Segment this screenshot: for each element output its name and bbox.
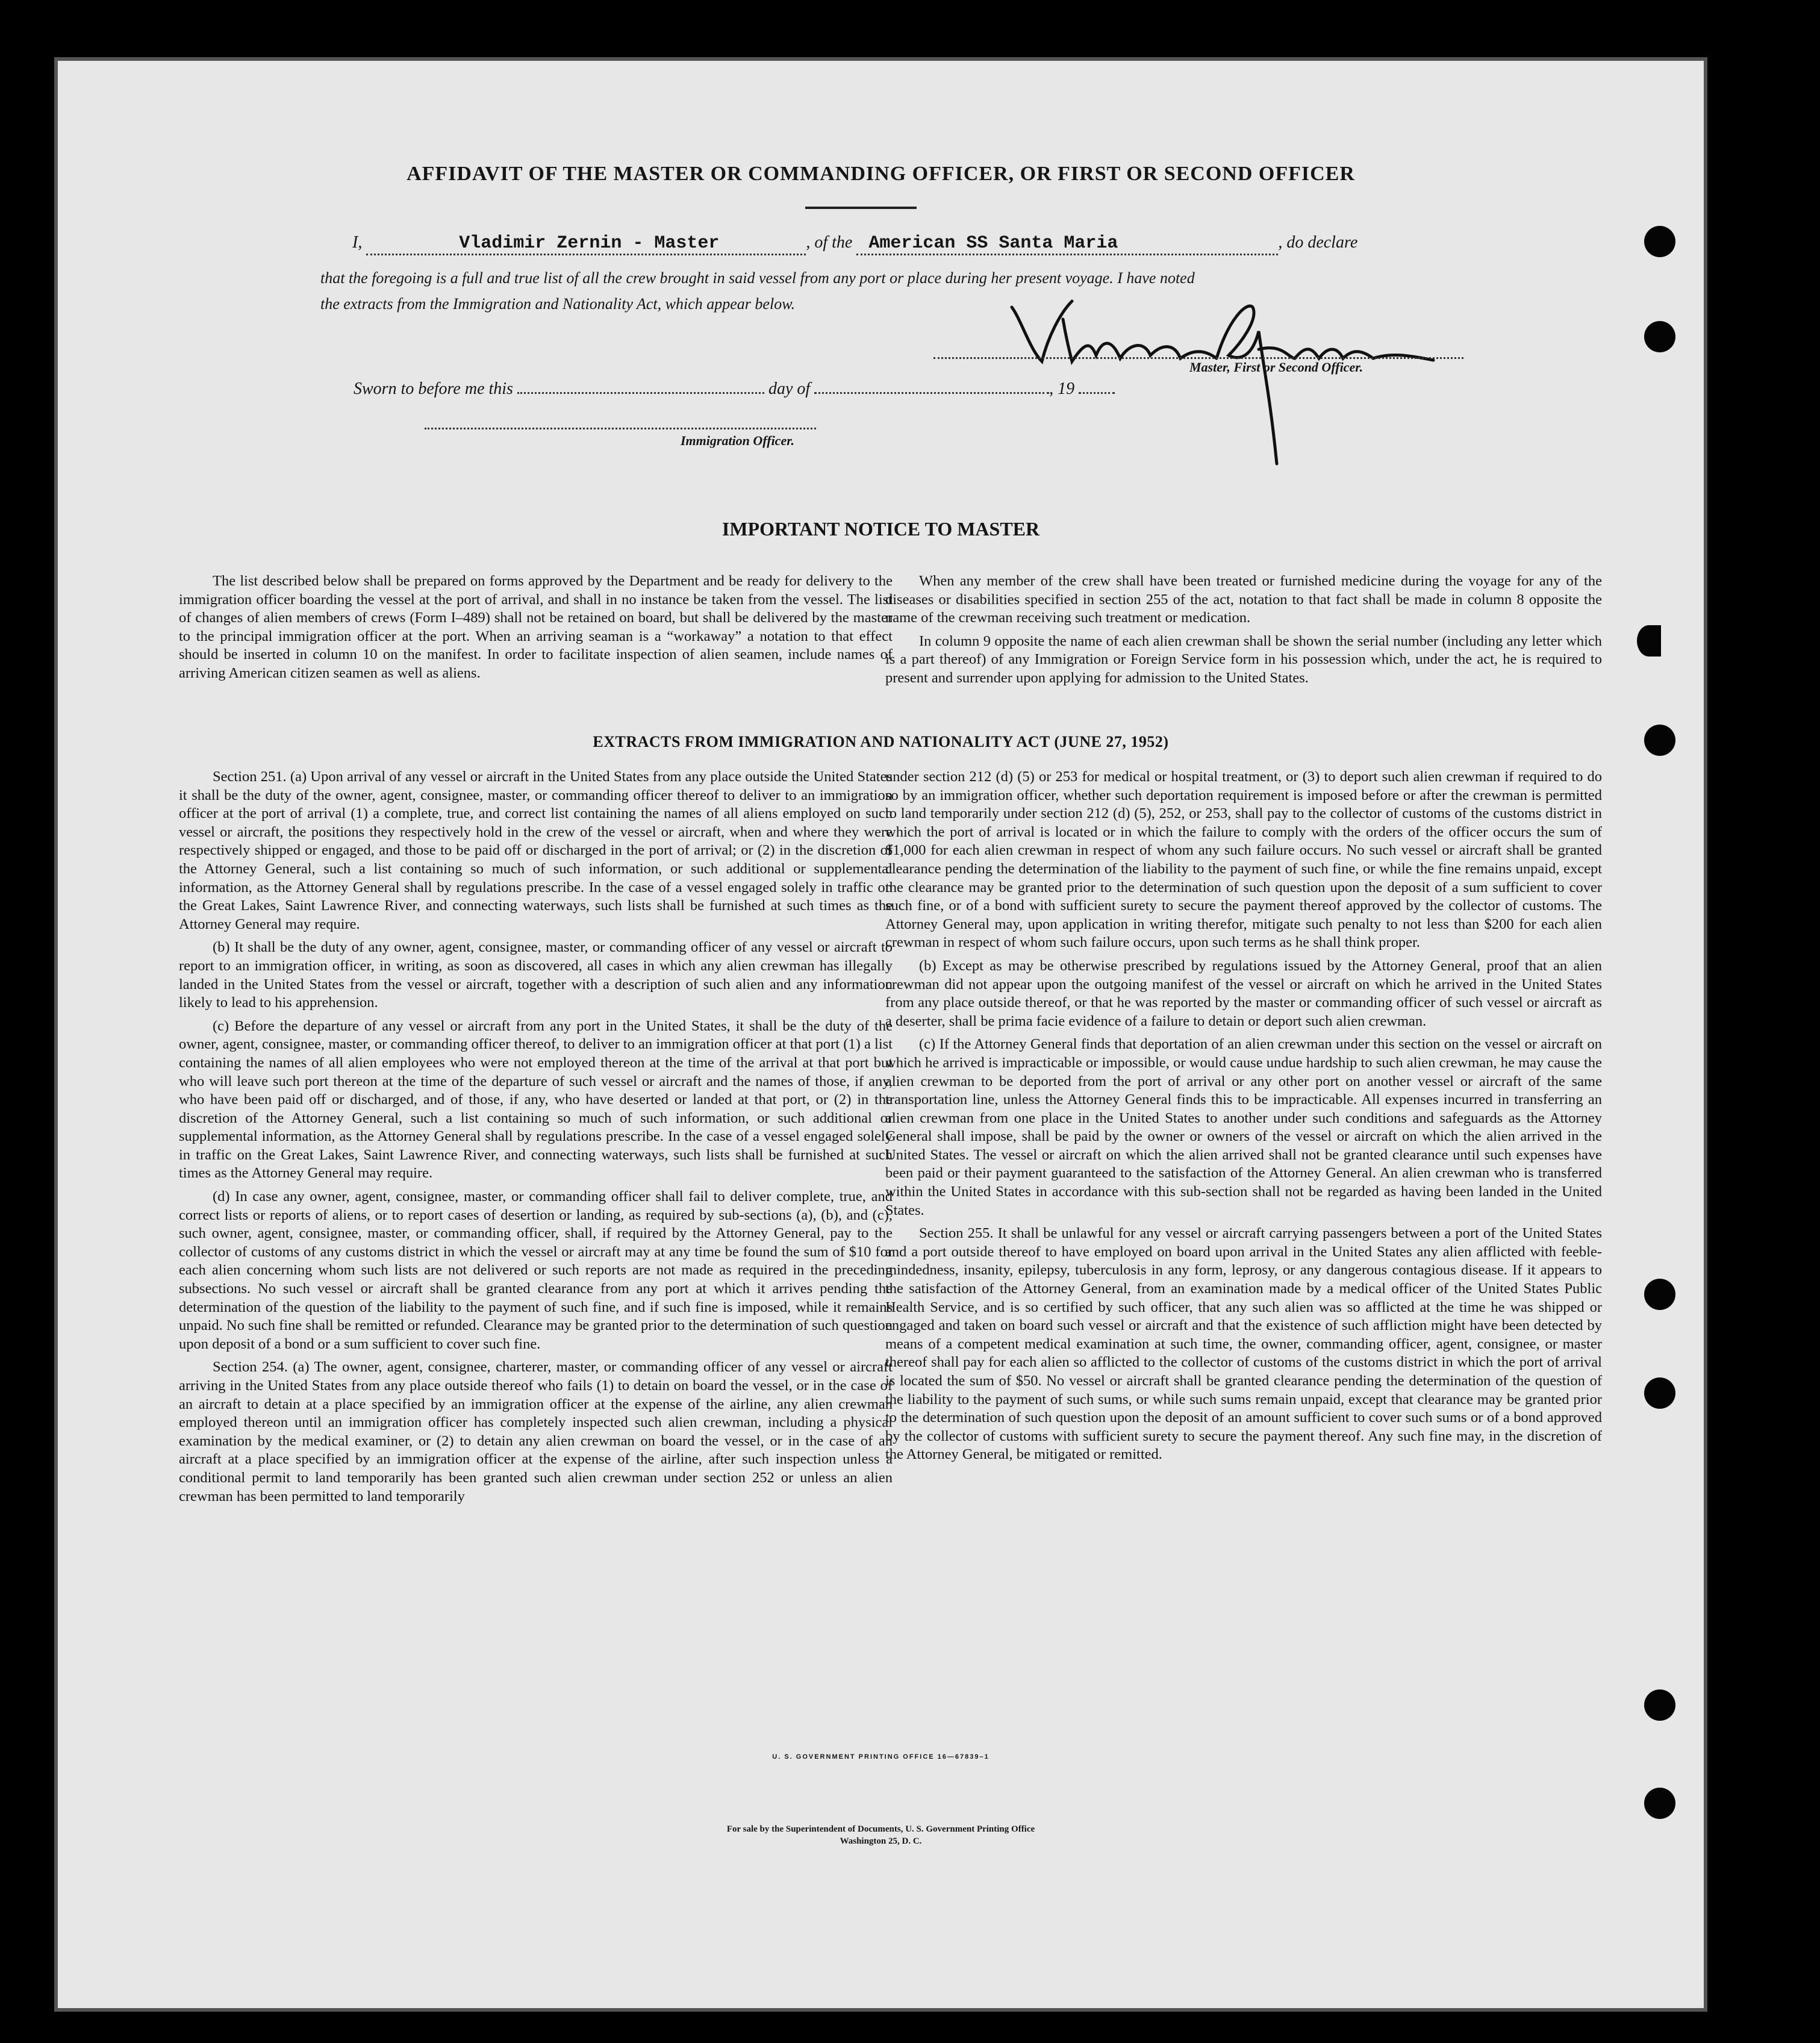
vessel-value: American SS Santa Maria: [868, 233, 1118, 254]
section-251-a: Section 251. (a) Upon arrival of any vessel or aircraft in the United States from any place outside the United States it shall be the duty of the owner, agent, consignee, master, or commanding officer thereof to deliver to an immigration officer at the port of arrival (1) a complete, true, and correct list containing the names of all aliens employed on such vessel or aircraft, the positions they respectively hold in the crew of the vessel or aircraft, when and where they were respectively shipped or engaged, and those to be paid off or discharged in the port of arrival; or (2) in the discretion of the Attorney General, such a list containing so much of such information, or such additional or supplemental information, as the Attorney General shall by regulations prescribe. In the case of a vessel engaged solely in traffic on the Great Lakes, Saint Lawrence River, and connecting waterways, such lists shall be furnished at such times as the Attorney General may require.: [179, 769, 893, 932]
binder-hole: [1644, 1689, 1675, 1721]
binder-hole: [1644, 226, 1675, 257]
section-251-b: (b) It shall be the duty of any owner, agent, consignee, master, or commanding officer of any vessel or aircraft to report to an immigration officer, in writing, as soon as discovered, all cases in which any alien crewman has illegally landed in the United States from the vessel or aircraft, together with a description of such alien and any information likely to lead to his apprehension.: [179, 939, 893, 1011]
master-name-value: Vladimir Zernin - Master: [459, 233, 720, 254]
notice-right-paragraph-2: In column 9 opposite the name of each alien crewman shall be shown the serial number (including any letter which is a part thereof) of any Immigration or Foreign Service form in his possession which, under the act, he is required to present and surrender upon applying for admission to the United States.: [885, 632, 1602, 686]
section-254-c: (c) If the Attorney General finds that deportation of an alien crewman under this section on the vessel or aircraft on which he arrived is impracticable or impossible, or would cause undue hardship to such alien crewman, he may cause the alien crewman to be deported from the port of arrival or any other port on another vessel or aircraft of the same transportation line, unless the Attorney General finds this to be impracticable. All expenses incurred in transferring an alien crewman from one place in the United States to another under such conditions and safeguards as the Attorney General shall impose, shall be paid by the owner or owners of the vessel or aircraft on which the alien arrived in the United States. The vessel or aircraft on which the alien arrived shall not be granted clearance until such expenses have been paid or their payment guaranteed to the satisfaction of the Attorney General. An alien crewman who is transferred within the United States in accordance with this sub-section shall not be regarded as having been landed in the United States.: [885, 1036, 1602, 1218]
extracts-left-column: [179, 768, 893, 1506]
statement-line-2: the extracts from the Immigration and Nationality Act, which appear below.: [320, 295, 796, 313]
section-251-d: (d) In case any owner, agent, consignee, master, or commanding officer shall fail to deliver complete, true, and correct lists or reports of aliens, or to report cases of desertion or landing, as required by sub-sections (a), (b), and (c), such owner, agent, consignee, master, or commanding officer, shall, if required by the Attorney General, pay to the collector of customs of any customs district in which the vessel or aircraft may at any time be found the sum of $10 for each alien concerning whom such lists are not delivered or such reports are not made as required in the preceding subsections. No such vessel or aircraft shall be granted clearance from any port at which it arrives pending the determination of the question of the liability to the payment of such fine, and if such fine is imposed, while it remains unpaid. No such fine shall be remitted or refunded. Clearance may be granted prior to the determination of such question upon deposit of a bond or a sum sufficient to cover such fine.: [179, 1188, 893, 1352]
sale-notice: [54, 1823, 1707, 1847]
sworn-label: Sworn to before me this: [354, 379, 513, 398]
declaration-line: [352, 233, 1473, 255]
sworn-year-field[interactable]: [1079, 392, 1115, 394]
notice-left-column: [179, 572, 893, 683]
document-page: [54, 57, 1707, 2012]
year-prefix: , 19: [1049, 379, 1075, 398]
section-254-a-continued: under section 212 (d) (5) or 253 for medical or hospital treatment, or (3) to deport such alien crewman if required to do so by an immigration officer, whether such deportation requirement is imposed before or after the crewman is permitted to land temporarily under section 212 (d) (5), 252, or 253, shall pay to the collector of customs of the customs district in which the port of arrival is located or in which the failure to comply with the orders of the officer occurs the sum of $1,000 for each alien crewman in respect of whom any such failure occurs. No such vessel or aircraft shall be granted clearance pending the determination of the liability to the payment of such fine, or while the fine remains unpaid, except the clearance may be granted prior to the determination of such question upon the deposit of a sum sufficient to cover such fine, or of a bond with sufficient surety to secure the payment thereof approved by the collector of customs. The Attorney General may, upon application in writing therefor, mitigate such penalty to not less than $200 for each alien crewman in respect of whom such failure occurs, upon such terms as he shall think proper.: [885, 769, 1602, 951]
affidavit-title: AFFIDAVIT OF THE MASTER OR COMMANDING OFFICER, OR FIRST OR SECOND OFFICER: [407, 163, 1355, 185]
printing-office-line: U. S. GOVERNMENT PRINTING OFFICE 16—67839–1: [772, 1753, 989, 1761]
statement-line-1: that the foregoing is a full and true list of all the crew brought in said vessel from any port or place during her present voyage. I have noted: [320, 269, 1195, 287]
i-label: I,: [352, 233, 363, 252]
signature-line: [933, 357, 1463, 359]
notice-title: IMPORTANT NOTICE TO MASTER: [721, 518, 1040, 540]
extracts-right-column: [885, 768, 1602, 1464]
extracts-title: EXTRACTS FROM IMMIGRATION AND NATIONALITY ACT (JUNE 27, 1952): [593, 733, 1169, 750]
binder-hole: [1644, 1377, 1675, 1409]
section-255: Section 255. It shall be unlawful for any vessel or aircraft carrying passengers between a port of the United States and a port outside thereof to have employed on board upon arrival in the United States any alien afflicted with feeble-mindedness, insanity, epilepsy, tuberculosis in any form, leprosy, or any dangerous contagious disease. If it appears to the satisfaction of the Attorney General, from an examination made by a medical officer of the United States Public Health Service, and is so certified by such officer, that any such alien was so afflicted at the time he was shipped or engaged and taken on board such vessel or aircraft and that the existence of such affliction might have been detected by means of a competent medical examination at such time, the owner, commanding officer, agent, consignee, or master thereof shall pay for each alien so afflicted to the collector of customs of the customs district in which the port of arrival is located the sum of $50. No vessel or aircraft shall be granted clearance pending the determination of the question of the liability to the payment of such sums, or while such sums remain unpaid, except that clearance may be granted prior to the determination of such question upon the deposit of an amount sufficient to cover such sums or of a bond approved by the collector of customs with sufficient surety to secure the payment thereof. Any such fine may, in the discretion of the Attorney General, be mitigated or remitted.: [885, 1225, 1602, 1463]
notice-right-paragraph-1: When any member of the crew shall have been treated or furnished medicine during the voyage for any of the diseases or disabilities specified in section 255 of the act, notation to that fact shall be made in column 8 opposite the name of the crewman receiving such treatment or medication.: [885, 573, 1602, 626]
day-of-label: day of: [768, 379, 811, 398]
sale-line-1: For sale by the Superintendent of Documents, U. S. Government Printing Office: [726, 1824, 1035, 1834]
immigration-officer-caption: Immigration Officer.: [681, 433, 795, 448]
sworn-month-field[interactable]: [814, 392, 1049, 394]
notice-left-paragraph: The list described below shall be prepared on forms approved by the Department and be ready for delivery to the immigration officer boarding the vessel at the port of arrival, and shall in no instance be taken from the vessel. The list of changes of alien members of crews (Form I–489) shall not be retained on board, but shall be delivered by the master to the principal immigration officer at the port. When an arriving seaman is a “workaway” a notation to that effect should be inserted in column 10 on the manifest. In order to facilitate inspection of alien seamen, include names of arriving American citizen seamen as well as aliens.: [179, 573, 893, 681]
vessel-field[interactable]: [856, 233, 1278, 255]
sworn-day-field[interactable]: [517, 392, 764, 394]
sale-line-2: Washington 25, D. C.: [840, 1836, 922, 1846]
binder-hole: [1644, 1788, 1675, 1819]
do-declare-label: , do declare: [1278, 233, 1358, 252]
binder-hole: [1644, 321, 1675, 352]
section-251-c: (c) Before the departure of any vessel or aircraft from any port in the United States, it shall be the duty of the owner, agent, consignee, master, or commanding officer thereof, to deliver to an immigration officer at that port (1) a list containing the names of all alien employees who were not employed thereon at the time of the arrival at that port but who will leave such port thereon at the time of the departure of such vessel or aircraft and the names of those, if any, who have been paid off or discharged, and of those, if any, who have deserted or landed at that port, or (2) in the discretion of the Attorney General, such a list containing so much of such information, or such additional or supplemental information, as the Attorney General shall by regulations prescribe. In the case of a vessel engaged solely in traffic on the Great Lakes, Saint Lawrence River, and connecting waterways, such lists shall be furnished at such times as the Attorney General may require.: [179, 1017, 893, 1182]
section-254-a: Section 254. (a) The owner, agent, consignee, charterer, master, or commanding officer of any vessel or aircraft arriving in the United States from any place outside thereof who fails (1) to detain on board the vessel, or in the case of an aircraft to detain at a place specified by an immigration officer at the expense of the airline, any alien crewman employed thereon until an immigration officer has completely inspected such alien crewman, including a physical examination by the medical examiner, or (2) to detain any alien crewman on board the vessel, or in the case of an aircraft at a place specified by an immigration officer at the expense of the airline, after such inspection unless a conditional permit to land temporarily has been granted such alien crewman under section 252 or unless an alien crewman has been permitted to land temporarily: [179, 1359, 893, 1505]
signature-caption: Master, First or Second Officer.: [1189, 360, 1363, 375]
master-name-field[interactable]: [366, 233, 806, 255]
sworn-line: [354, 379, 1115, 399]
immigration-officer-line[interactable]: [425, 428, 816, 429]
binder-hole: [1644, 725, 1675, 756]
notice-right-column: [885, 572, 1602, 688]
binder-hole: [1644, 1279, 1675, 1310]
section-254-b: (b) Except as may be otherwise prescribed by regulations issued by the Attorney General, proof that an alien crewman did not appear upon the outgoing manifest of the vessel or aircraft on which he arrived in the United States from any place outside thereof, or that he was reported by the master or commanding officer of such vessel or aircraft as a deserter, shall be prima facie evidence of a failure to detain or deport such alien crewman.: [885, 957, 1602, 1029]
of-the-label: , of the: [806, 233, 853, 252]
binder-hole: [1637, 625, 1661, 657]
title-rule: [805, 207, 917, 209]
